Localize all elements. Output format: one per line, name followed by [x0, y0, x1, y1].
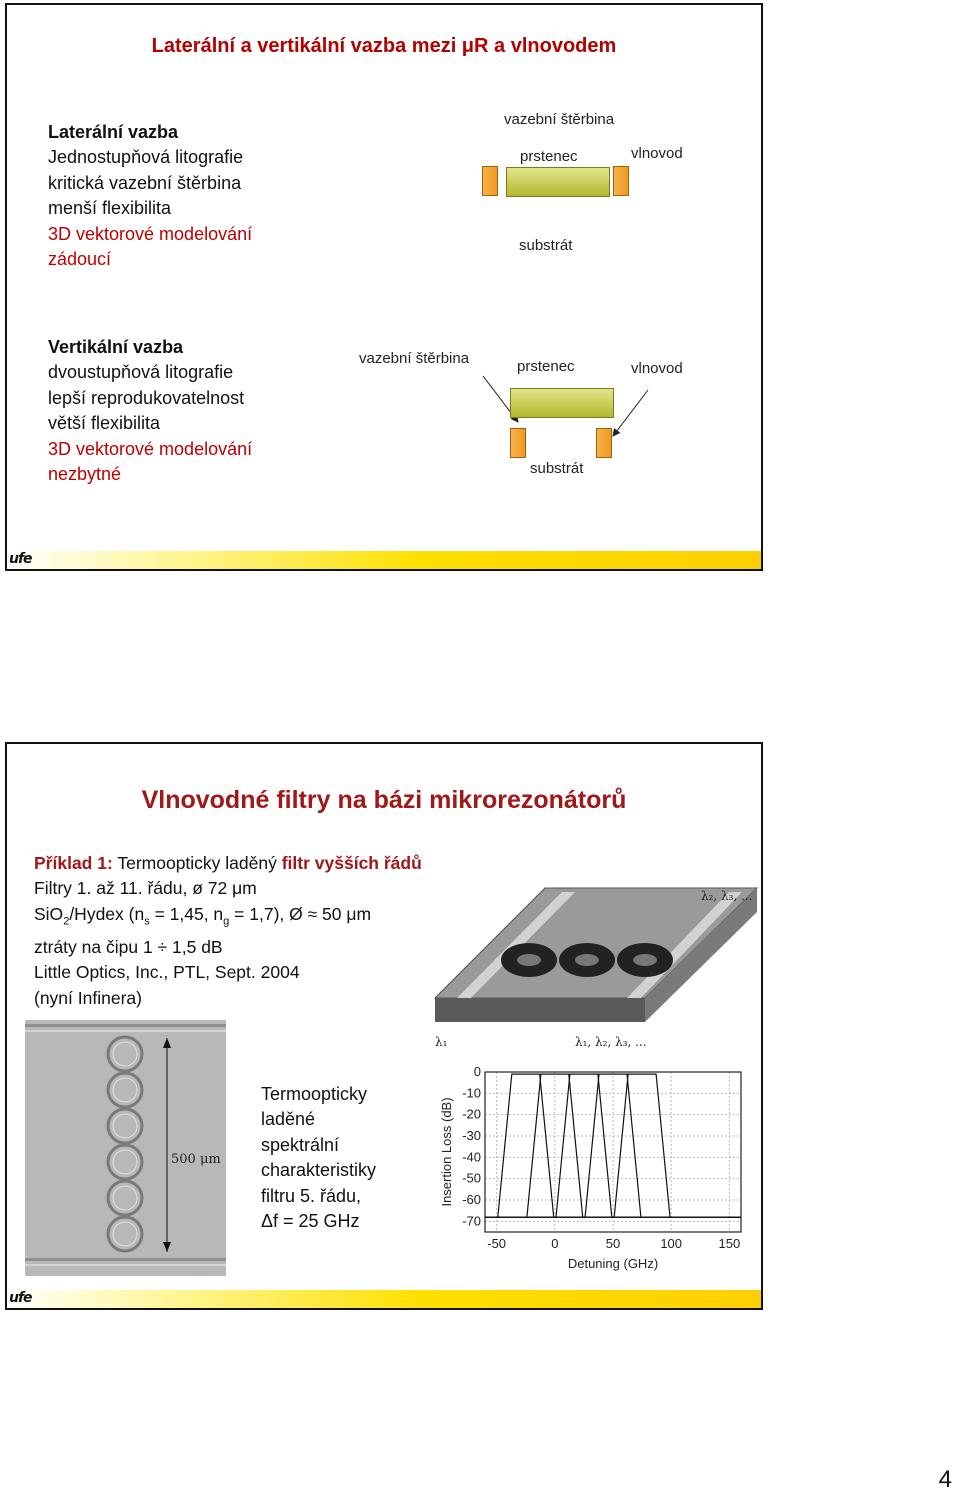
filter-orders-line: Filtry 1. až 11. řádu, ø 72 μm [34, 878, 257, 899]
substrate-label: substrát [519, 237, 573, 254]
vertical-line: lepší reprodukovatelnost [48, 387, 245, 408]
lateral-heading: Laterální vazba [48, 122, 179, 142]
micrograph-image [25, 1020, 226, 1276]
x-axis-label: Detuning (GHz) [567, 1256, 659, 1271]
spectrum-caption [261, 1082, 376, 1234]
loss-line: ztráty na čipu 1 ÷ 1,5 dB [34, 936, 223, 957]
slide-title: Vlnovodné filtry na bázi mikrorezonátorů [141, 786, 627, 814]
caption-line: spektrální [261, 1134, 340, 1155]
example-text: Termoopticky laděný [112, 853, 282, 873]
material-line [34, 902, 474, 935]
y-tick-label: -20 [462, 1106, 481, 1122]
y-tick-label: -40 [462, 1149, 481, 1165]
slide-footer-bar [7, 551, 761, 569]
waveguide-right [613, 166, 629, 196]
vertical-heading: Vertikální vazba [48, 337, 184, 357]
waveguide-left [510, 428, 526, 458]
caption-line: laděné [261, 1109, 316, 1130]
waveguide-left [482, 166, 498, 196]
page-number: 4 [938, 1466, 952, 1493]
caption-line: Termoopticky [261, 1084, 368, 1104]
lateral-red-line: 3D vektorové modelování [48, 223, 253, 244]
waveguide-label: vlnovod [631, 145, 683, 162]
subscript: s [144, 915, 150, 928]
chip-label-out: λ₂, λ₃, ... [701, 889, 753, 903]
ring-bar [510, 388, 614, 418]
ring-label: prstenec [517, 358, 575, 375]
chip-illustration [427, 880, 763, 1050]
lateral-red-line: zádoucí [48, 249, 112, 270]
y-tick-label: -70 [462, 1213, 481, 1229]
lateral-text-block [48, 120, 252, 272]
lateral-line: Jednostupňová litografie [48, 147, 244, 168]
caption-line: filtru 5. řádu, [261, 1185, 362, 1206]
text-part: = 1,45, n [149, 903, 224, 924]
vertical-text-block [48, 335, 252, 487]
gap-label: vazební štěrbina [359, 350, 470, 367]
slide-footer-bar [7, 1290, 761, 1308]
slide-filters [5, 742, 763, 1310]
y-axis-label: Insertion Loss (dB) [439, 1097, 454, 1207]
waveguide-right [596, 428, 612, 458]
lateral-line: menší flexibilita [48, 198, 172, 219]
text-part: = 1,7), Ø ≈ 50 μm [229, 903, 372, 924]
chip-label-in: λ₁ [435, 1035, 448, 1049]
slide-title: Laterální a vertikální vazba mezi μR a vlnovodem [151, 35, 617, 57]
subscript: g [223, 915, 230, 928]
slide-coupling [5, 3, 763, 571]
y-tick-label: -50 [462, 1170, 481, 1186]
text-part: SiO [34, 903, 64, 924]
y-tick-label: -60 [462, 1192, 481, 1207]
example-line [34, 851, 474, 876]
caption-line: Δf = 25 GHz [261, 1211, 360, 1232]
y-tick-label: -10 [462, 1085, 481, 1101]
ufe-logo: ufe [9, 551, 32, 567]
ufe-logo: ufe [9, 1290, 32, 1306]
lateral-diagram [477, 105, 757, 265]
example-prefix: Příklad 1: [34, 853, 113, 873]
vertical-diagram [347, 340, 757, 490]
insertion-loss-chart [427, 1060, 757, 1280]
company-line: (nyní Infinera) [34, 987, 142, 1008]
x-tick-label: 100 [660, 1236, 683, 1251]
vertical-red-line: 3D vektorové modelování [48, 438, 253, 459]
example-highlight: filtr vyšších řádů [281, 853, 422, 873]
vertical-line: dvoustupňová litografie [48, 362, 234, 383]
caption-line: charakteristiky [261, 1160, 377, 1181]
scale-label: 500 μm [171, 1152, 221, 1167]
vertical-line: větší flexibilita [48, 413, 161, 434]
ring-resonators [501, 943, 673, 977]
x-tick-label: -50 [487, 1236, 507, 1251]
text-part: /Hydex (n [69, 903, 145, 924]
x-tick-label: 150 [718, 1236, 741, 1251]
substrate-label: substrát [530, 460, 584, 477]
ring-bar [506, 167, 610, 197]
y-tick-label: -30 [462, 1128, 481, 1143]
lateral-line: kritická vazební štěrbina [48, 172, 242, 193]
gap-label: vazební štěrbina [504, 111, 615, 128]
subscript: 2 [63, 915, 70, 928]
x-tick-label: 0 [551, 1236, 559, 1251]
source-line: Little Optics, Inc., PTL, Sept. 2004 [34, 962, 300, 983]
y-tick-label: 0 [473, 1064, 481, 1079]
waveguide-label: vlnovod [631, 360, 683, 377]
vertical-red-line: nezbytné [48, 464, 122, 485]
example-text-block [34, 851, 474, 1011]
x-tick-label: 50 [605, 1236, 621, 1251]
ring-label: prstenec [520, 148, 578, 165]
chip-label-through: λ₁, λ₂, λ₃, ... [575, 1035, 647, 1049]
